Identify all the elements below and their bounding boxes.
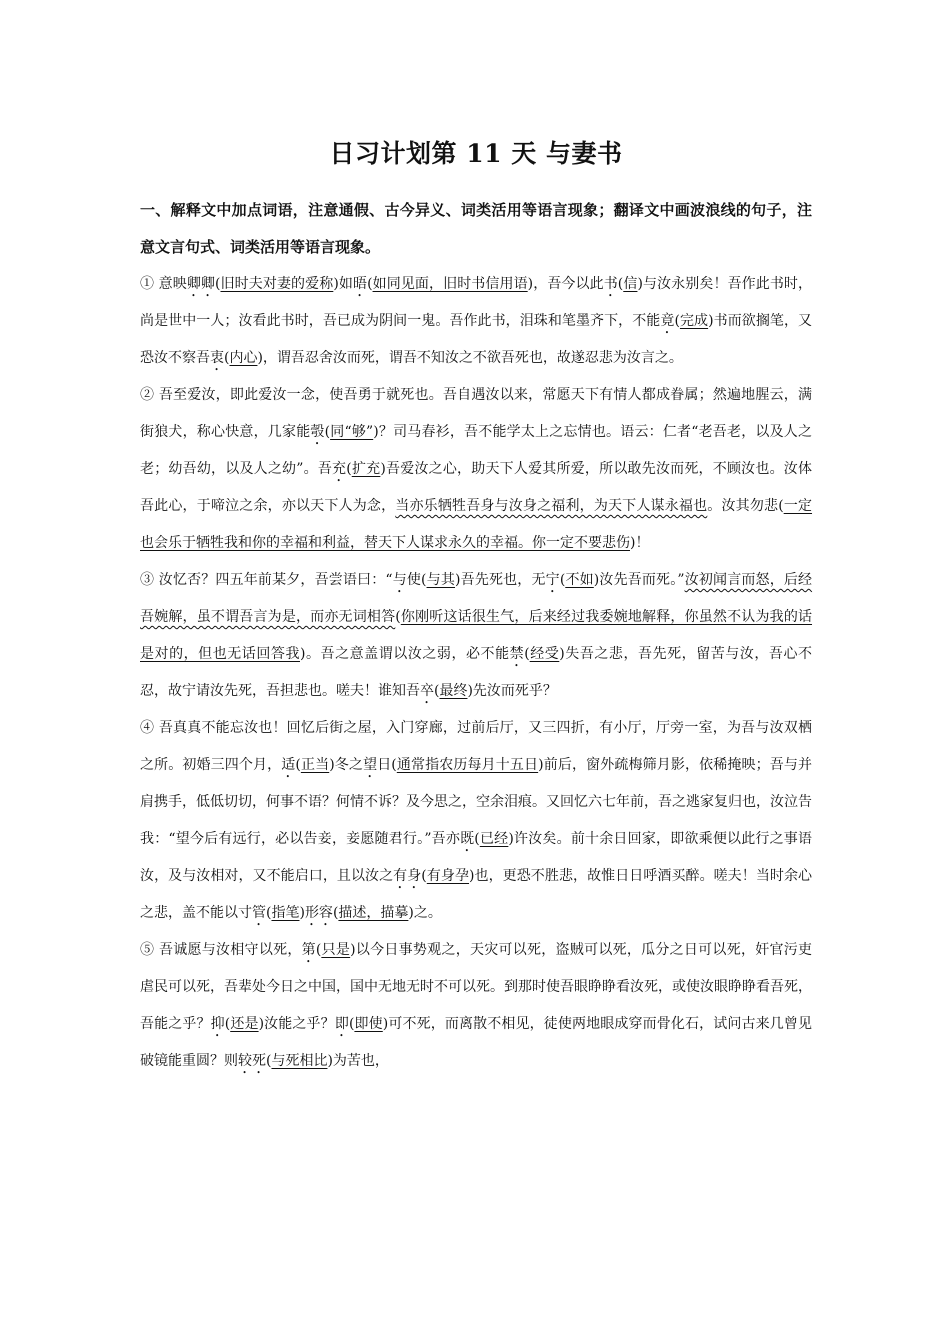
gloss: 只是	[321, 942, 351, 958]
text-run: (	[346, 461, 352, 477]
gloss: 一定也会乐于牺牲我和你的幸福和利益，替天下人谋求永久的幸福。你一定不要悲伤	[140, 498, 813, 551]
text-run: (	[474, 831, 480, 847]
dotted-term: 竟	[660, 313, 675, 329]
text-run: ③ 汝忆否？四五年前某夕，吾尝语曰：“	[140, 572, 393, 588]
text-run: ④ 吾真真不能忘汝也！回忆后街之屋，入门穿廊，过前后厅，又三四折，有小厅，厅旁一室，为吾与汝双栖之所。初婚三四个月，	[140, 720, 812, 773]
text-run: )如	[333, 276, 353, 292]
gloss: 最终	[439, 683, 468, 699]
gloss: 正当	[300, 757, 330, 773]
instruction-text: 一、解释文中加点词语，注意通假、古今异义、词类活用等语言现象；翻译文中画波浪线的句子，注意文言句式、词类活用等语言现象。	[140, 201, 812, 256]
text-run: )以今日事势观之，天灾可以死，盗贼可以死，瓜分之日可以死，奸官污吏虐民可以死，吾辈处今日之中国，国中无地无时不可以死。到那时使吾眼睁睁看汝死，或使汝眼睁睁看吾死，吾能之乎？	[140, 942, 813, 1032]
text-run: )，谓吾忍舍汝而死，谓吾不知汝之不欲吾死也，故遂忍悲为汝言之。	[257, 350, 683, 366]
text-run: )	[299, 905, 305, 921]
text-run: (	[421, 868, 427, 884]
gloss: 旧时夫对妻的爱称	[220, 276, 334, 292]
gloss: 描述，描摹	[338, 905, 409, 921]
text-run: )前后，窗外疏梅筛月影，依稀掩映；吾与并肩携手，低低切切，何事不语？何情不诉？及今思之，空余泪痕。又回忆六七年前，吾之逃家复归也，汝泣告我：“望今后有远行，必以告妾，妾愿随君行。”吾亦	[140, 757, 812, 847]
text-run: )冬之	[329, 757, 364, 773]
text-run: )先汝而死乎？	[467, 683, 557, 699]
paragraph-3	[140, 562, 812, 710]
gloss: 内心	[229, 350, 258, 366]
dotted-term: 抑	[210, 1016, 225, 1032]
paragraph-2	[140, 377, 812, 562]
dotted-term: 衷	[210, 350, 224, 366]
text-run: ⑤ 吾诚愿与汝相守以死，	[140, 942, 302, 958]
text-run: (	[266, 905, 272, 921]
dotted-term: 书	[603, 276, 618, 292]
text-run: (	[395, 609, 401, 625]
gloss: 已经	[479, 831, 509, 847]
gloss: 与其	[426, 572, 456, 588]
text-run: (	[559, 572, 566, 588]
text-run: (	[295, 757, 301, 773]
dotted-term: 形容	[304, 905, 333, 921]
text-run: )为苦也，	[327, 1053, 389, 1069]
gloss: 经受	[529, 646, 560, 662]
text-run: )失吾之悲，吾先死，留苦与汝，吾心不忍，故宁请汝先死，吾担悲也。嗟夫！谁知吾	[140, 646, 813, 699]
gloss: 有身孕	[426, 868, 470, 884]
gloss: 你刚听这话很生气，后来经过我委婉地解释，你虽然不认为我的话是对的，但也无话回答我	[140, 609, 813, 662]
text-run: (	[332, 905, 339, 921]
text-run: (	[266, 1053, 272, 1069]
text-run: )许汝矣。前十余日回家，即欲乘便以此行之事语汝，及与汝相对，又不能启口，且以汝之	[140, 831, 813, 884]
text-run: (	[674, 313, 680, 329]
text-run: )之。	[408, 905, 442, 921]
text-run: )书而欲搁笔，又恐汝不察吾	[140, 313, 813, 366]
paragraph-4	[140, 710, 812, 932]
passage-body	[140, 266, 812, 1080]
text-run: )！	[630, 535, 650, 551]
text-run: (	[367, 276, 373, 292]
text-run: 。汝其勿悲(	[707, 498, 784, 514]
gloss: 通常指农历每月十五日	[396, 757, 539, 773]
dotted-term: 宁	[545, 572, 560, 588]
text-run: )。吾之意盖谓以汝之弱，必不能	[300, 646, 510, 662]
document-page	[140, 134, 812, 1080]
gloss: 不如	[565, 572, 594, 588]
dotted-term: 适	[281, 757, 296, 773]
text-run: 日(	[377, 757, 397, 773]
gloss: 完成	[679, 313, 709, 329]
text-run: )吾先死也，无	[455, 572, 546, 588]
dotted-term: 第	[301, 942, 316, 958]
paragraph-1	[140, 266, 812, 377]
dotted-term: 与	[392, 572, 407, 588]
text-run: (	[224, 350, 230, 366]
wavy-sentence: 当亦乐牺牲吾身与汝身之福利，为天下人谋永福也	[395, 498, 708, 514]
dotted-term: 有身	[393, 868, 422, 884]
gloss: 与死相比	[271, 1053, 328, 1069]
text-run: (	[324, 424, 331, 440]
text-run: (	[348, 1016, 355, 1032]
text-run: )汝先吾而死。”	[593, 572, 685, 588]
text-run: (	[434, 683, 440, 699]
text-run: )？司马春衫，吾不能学太上之忘情也。语云：仁者“老吾老，以及人之老；幼吾幼，以及人之幼”。吾	[140, 424, 813, 477]
dotted-term: 较死	[238, 1053, 266, 1069]
gloss: 如同见面，旧时书信用语	[372, 276, 528, 292]
dotted-term: 即	[334, 1016, 349, 1032]
text-run: )吾爱汝之心，助天下人爱其所爱，所以敢先汝而死，不顾汝也。汝体吾此心，于啼泣之余，亦以天下人为念，	[140, 461, 813, 514]
gloss: 即使	[354, 1016, 383, 1032]
dotted-term: 既	[460, 831, 475, 847]
text-run: (	[524, 646, 530, 662]
dotted-term: 管	[252, 905, 266, 921]
dotted-term: 卿卿	[186, 276, 216, 292]
text-run: ① 意映	[140, 276, 187, 292]
dotted-term: 禁	[509, 646, 525, 662]
text-run: )，吾今以此	[527, 276, 604, 292]
text-run: )可不死，而离散不相见，徒使两地眼成穿而骨化石，试问古来几曾见破镜能重圆？则	[140, 1016, 812, 1069]
text-run: )也，更恐不胜悲，故惟日日呼酒买醉。嗟夫！当时余心之悲，盖不能以寸	[140, 868, 813, 921]
text-run: )与汝永别矣！吾作此书时，尚是世中一人；汝看此书时，吾已成为阴间一鬼。吾作此书，泪珠和笔墨齐下，不能	[140, 276, 813, 329]
text-run: (	[224, 1016, 231, 1032]
gloss: 扩充	[351, 461, 381, 477]
paragraph-5	[140, 932, 812, 1080]
dotted-term: 望	[363, 757, 378, 773]
text-run: (	[617, 276, 624, 292]
dotted-term: 晤	[352, 276, 368, 292]
text-run: ② 吾至爱汝，即此爱汝一念，使吾勇于就死也。吾自遇汝以来，常愿天下有情人都成眷属；然遍地腥云，满街狼犬，称心快意，几家能	[140, 387, 812, 440]
page-title: 日习计划第 11 天 与妻书	[329, 139, 623, 168]
wavy-sentence: 汝初闻言而怒，后经吾婉解，虽不谓吾言为是，而亦无词相答	[140, 572, 813, 625]
text-run: (	[215, 276, 221, 292]
dotted-term: 充	[332, 461, 347, 477]
gloss: 指笔	[271, 905, 300, 921]
gloss: 还是	[230, 1016, 259, 1032]
gloss: 同“够”	[330, 424, 374, 440]
text-run: (	[315, 942, 322, 958]
gloss: 信	[623, 276, 638, 292]
dotted-term: 卒	[420, 683, 434, 699]
text-run: )汝能之乎？	[258, 1016, 335, 1032]
text-run: 使(	[406, 572, 427, 588]
dotted-term: 彀	[310, 424, 325, 440]
